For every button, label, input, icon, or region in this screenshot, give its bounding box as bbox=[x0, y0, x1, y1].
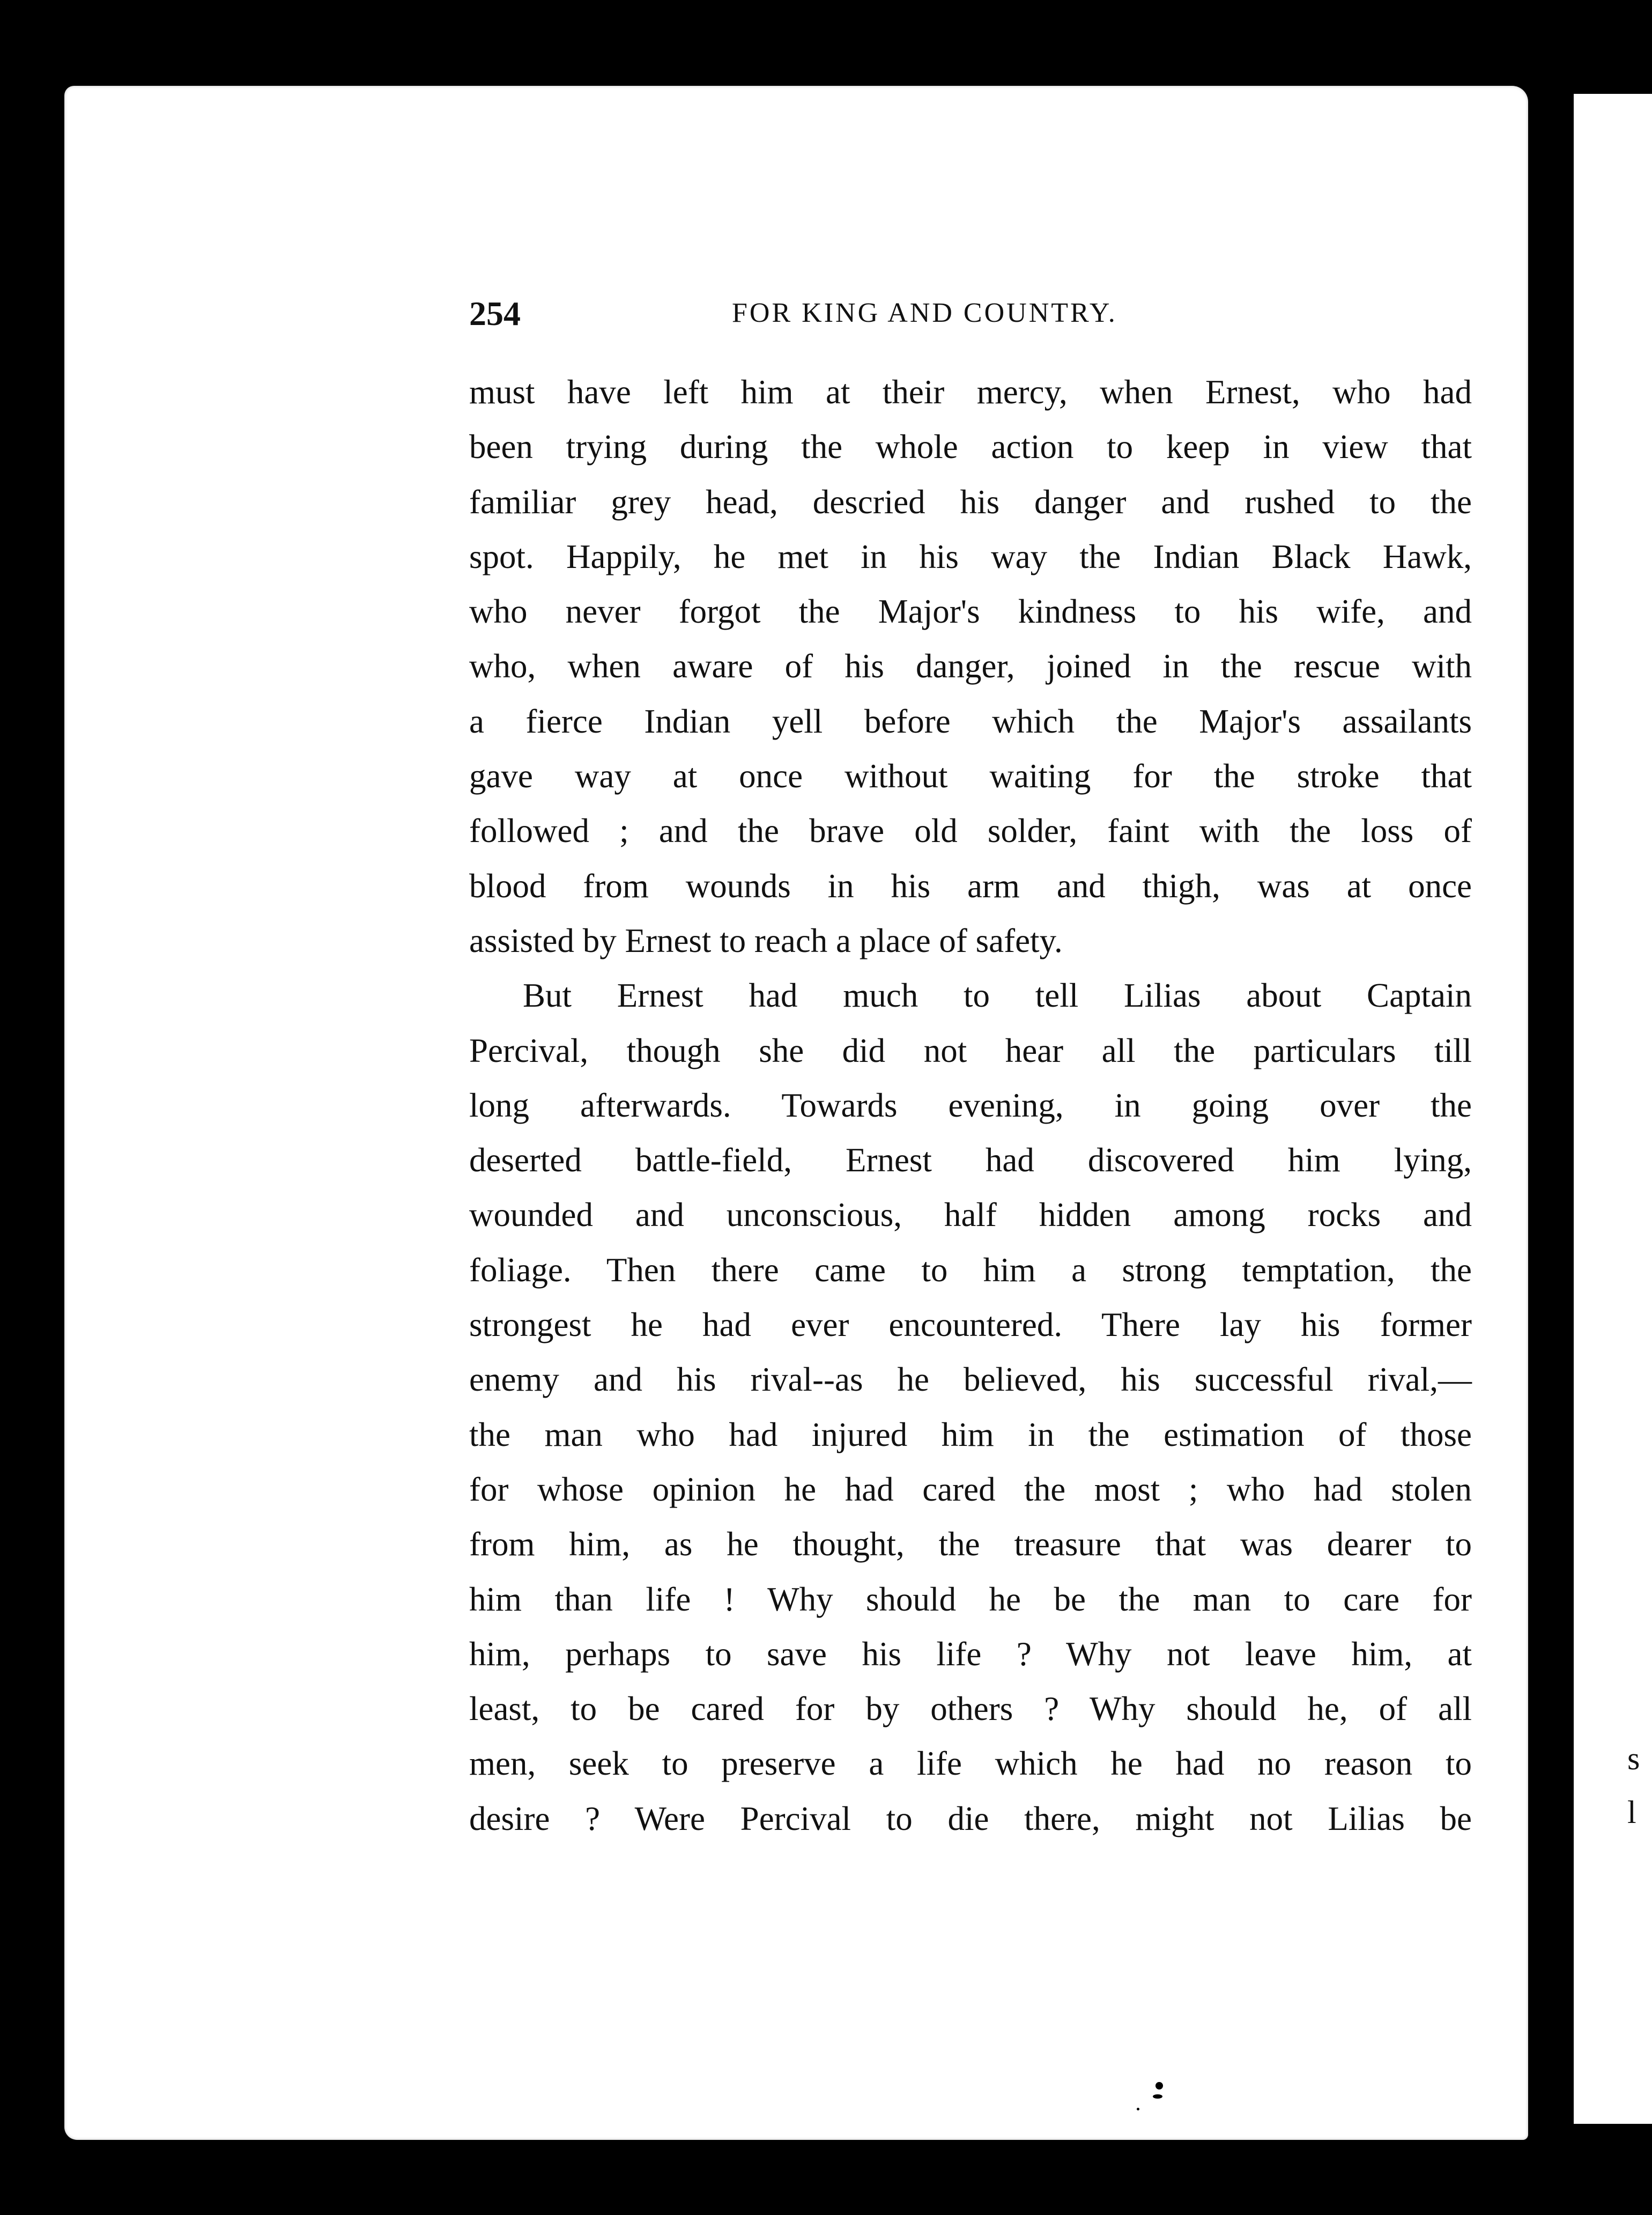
text-line: been trying during the whole action to keep in view that bbox=[469, 428, 1472, 466]
text-line: followed ; and the brave old solder, faint with the loss of bbox=[469, 812, 1472, 850]
text-line: But Ernest had much to tell Lilias about Captain bbox=[523, 977, 1472, 1015]
ink-speck bbox=[1137, 2108, 1139, 2110]
text-line: gave way at once without waiting for the stroke that bbox=[469, 757, 1472, 795]
adjacent-page-edge bbox=[1574, 94, 1652, 2124]
page-number: 254 bbox=[469, 294, 521, 333]
text-line: him than life ! Why should he be the man to care for bbox=[469, 1580, 1472, 1618]
text-line: spot. Happily, he met in his way the Indian Black Hawk, bbox=[469, 537, 1472, 575]
text-line: enemy and his rival--as he believed, his successful rival,— bbox=[469, 1361, 1472, 1399]
ink-speck bbox=[1155, 2082, 1163, 2090]
text-line: a fierce Indian yell before which the Major's assailants bbox=[469, 702, 1472, 740]
text-line: strongest he had ever encountered. There lay his former bbox=[469, 1306, 1472, 1344]
paragraph bbox=[469, 968, 1472, 1846]
text-line: familiar grey head, descried his danger and rushed to the bbox=[469, 483, 1472, 521]
text-line: deserted battle-field, Ernest had discovered him lying, bbox=[469, 1141, 1472, 1179]
text-line: him, perhaps to save his life ? Why not leave him, at bbox=[469, 1635, 1472, 1673]
text-line: must have left him at their mercy, when Ernest, who had bbox=[469, 373, 1472, 411]
adjacent-page-fragment: l bbox=[1627, 1795, 1636, 1830]
text-line: who never forgot the Major's kindness to his wife, and bbox=[469, 593, 1472, 631]
ink-speck bbox=[1153, 2094, 1162, 2099]
text-line: desire ? Were Percival to die there, might not Lilias be bbox=[469, 1799, 1472, 1837]
text-line: for whose opinion he had cared the most ; who had stolen bbox=[469, 1470, 1472, 1508]
text-line: blood from wounds in his arm and thigh, was at once bbox=[469, 867, 1472, 905]
text-line: who, when aware of his danger, joined in the rescue with bbox=[469, 647, 1472, 685]
running-title: FOR KING AND COUNTRY. bbox=[732, 298, 1117, 328]
text-line: long afterwards. Towards evening, in going over the bbox=[469, 1086, 1472, 1124]
text-line: the man who had injured him in the estimation of those bbox=[469, 1415, 1472, 1453]
text-line: Percival, though she did not hear all the particulars till bbox=[469, 1031, 1472, 1069]
adjacent-page-fragment: s bbox=[1627, 1741, 1640, 1776]
body-text bbox=[469, 365, 1472, 1846]
text-line: men, seek to preserve a life which he had no reason to bbox=[469, 1745, 1472, 1783]
paragraph bbox=[469, 365, 1472, 968]
text-line: wounded and unconscious, half hidden among rocks and bbox=[469, 1196, 1472, 1234]
text-line: least, to be cared for by others ? Why should he, of all bbox=[469, 1690, 1472, 1728]
text-line: from him, as he thought, the treasure that was dearer to bbox=[469, 1525, 1472, 1563]
text-line: assisted by Ernest to reach a place of safety. bbox=[469, 921, 1063, 959]
text-line: foliage. Then there came to him a strong temptation, the bbox=[469, 1251, 1472, 1289]
page-header bbox=[469, 294, 1472, 337]
